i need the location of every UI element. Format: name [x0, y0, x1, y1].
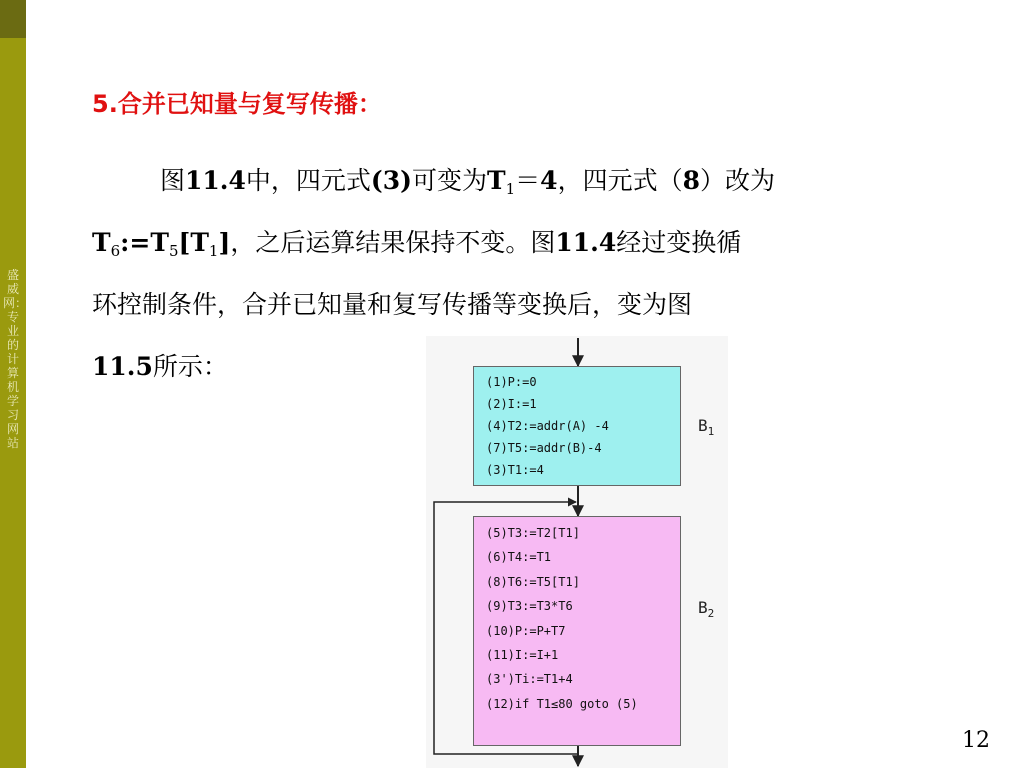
sidebar-site-text: 盛威网：专业的计算机学习网站 — [3, 268, 28, 450]
b1-stmt-1: (1)P:=0 — [486, 375, 537, 389]
b1-stmt-4: (7)T5:=addr(B)-4 — [486, 441, 602, 455]
flow-graph-diagram — [426, 336, 728, 768]
b1-stmt-2: (2)I:=1 — [486, 397, 537, 411]
b2-stmt-2: (6)T4:=T1 — [486, 550, 552, 565]
b2-stmt-3: (8)T6:=T5[T1] — [486, 574, 580, 589]
block-b1-label: $B_1$ — [698, 416, 715, 439]
b1-stmt-5: (3)T1:=4 — [486, 463, 544, 477]
block-b2-label: $B_2$ — [698, 598, 715, 621]
paragraph-line-4: 11.5所示： — [92, 352, 228, 381]
sidebar-top-band — [0, 0, 26, 38]
block-b2 — [473, 516, 681, 746]
b2-statement-list — [486, 521, 638, 716]
b2-stmt-4: (9)T3:=T3*T6 — [486, 599, 573, 614]
b2-stmt-5: (10)P:=P+T7 — [486, 623, 566, 638]
paragraph-line-1: 图11.4中，四元式(3)可变为$T_1=4$，四元式（8）改为 — [160, 166, 776, 198]
sidebar — [0, 0, 26, 768]
b2-stmt-6: (11)I:=I+1 — [486, 648, 559, 663]
paragraph-line-2: $T_6:=T_5[T_1]$，之后运算结果保持不变。图11.4经过变换循 — [92, 228, 742, 260]
b1-stmt-3: (4)T2:=addr(A) -4 — [486, 419, 609, 433]
section-heading: 5.合并已知量与复写传播： — [92, 90, 382, 118]
page-number: 12 — [962, 728, 990, 753]
paragraph-line-3: 环控制条件，合并已知量和复写传播等变换后，变为图 — [92, 290, 693, 319]
b2-stmt-7: (3')Ti:=T1+4 — [486, 672, 573, 687]
block-b1 — [473, 366, 681, 486]
b2-stmt-1: (5)T3:=T2[T1] — [486, 526, 580, 540]
b1-statement-list — [486, 371, 609, 481]
b2-stmt-8: (12)if T1≤80 goto (5) — [486, 696, 638, 711]
